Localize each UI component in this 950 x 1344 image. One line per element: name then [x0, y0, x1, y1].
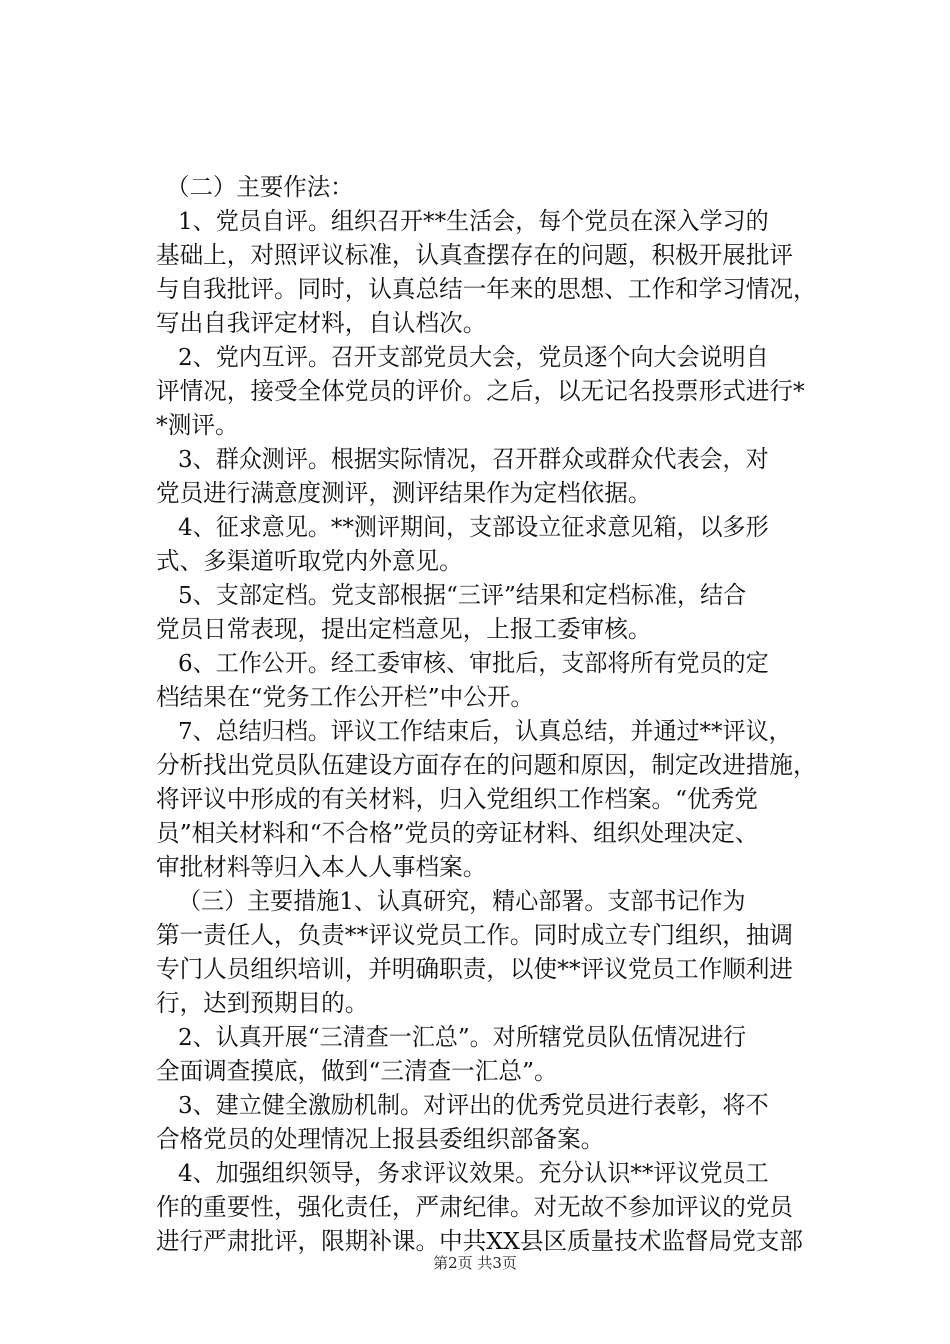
paragraph-line: 3、建立健全激励机制。对评出的优秀党员进行表彰，将不 [178, 1091, 769, 1119]
paragraph-line: *测评。 [156, 411, 239, 439]
paragraph-line: 式、多渠道听取党内外意见。 [156, 547, 463, 575]
paragraph-line: 档结果在“党务工作公开栏”中公开。 [156, 683, 535, 711]
paragraph-line: 合格党员的处理情况上报县委组织部备案。 [156, 1125, 605, 1153]
paragraph-line: 与自我批评。同时，认真总结一年来的思想、工作和学习情况， [156, 275, 817, 303]
paragraph-line: 基础上，对照评议标准，认真查摆存在的问题，积极开展批评 [156, 241, 794, 269]
paragraph-line: 第一责任人，负责**评议党员工作。同时成立专门组织，抽调 [156, 921, 794, 949]
paragraph-line: 评情况，接受全体党员的评价。之后，以无记名投票形式进行* [156, 377, 805, 405]
section-heading-measures: （三）主要措施1、认真研究，精心部署。支部书记作为 [178, 887, 746, 915]
paragraph-line: 党员日常表现，提出定档意见，上报工委审核。 [156, 615, 652, 643]
paragraph-line: 审批材料等归入本人人事档案。 [156, 853, 487, 881]
section-heading-methods: （二）主要作法： [166, 173, 354, 201]
paragraph-line: 党员进行满意度测评，测评结果作为定档依据。 [156, 479, 652, 507]
paragraph-line: 员”相关材料和“不合格”党员的旁证材料、组织处理决定、 [156, 819, 759, 847]
paragraph-line: 写出自我评定材料，自认档次。 [156, 309, 487, 337]
paragraph-line: 4、征求意见。**测评期间，支部设立征求意见箱，以多形 [178, 513, 769, 541]
paragraph-line: 全面调查摸底，做到“三清查一汇总”。 [156, 1057, 558, 1085]
paragraph-line: 将评议中形成的有关材料，归入党组织工作档案。“优秀党 [156, 785, 758, 813]
paragraph-line: 6、工作公开。经工委审核、审批后，支部将所有党员的定 [178, 649, 769, 677]
paragraph-line: 行，达到预期目的。 [156, 989, 369, 1017]
page-footer: 第2页 共3页 [433, 1254, 517, 1272]
paragraph-line: 进行严肃批评，限期补课。中共XX县区质量技术监督局党支部 [156, 1227, 804, 1255]
paragraph-line: 7、总结归档。评议工作结束后，认真总结，并通过**评议， [178, 717, 792, 745]
paragraph-line: 专门人员组织培训，并明确职责，以使**评议党员工作顺利进 [156, 955, 794, 983]
paragraph-line: 作的重要性，强化责任，严肃纪律。对无故不参加评议的党员 [156, 1193, 794, 1221]
paragraph-line: 1、党员自评。组织召开**生活会，每个党员在深入学习的 [178, 207, 769, 235]
paragraph-line: 分析找出党员队伍建设方面存在的问题和原因，制定改进措施， [156, 751, 817, 779]
paragraph-line: 2、认真开展“三清查一汇总”。对所辖党员队伍情况进行 [178, 1023, 747, 1051]
paragraph-line: 5、支部定档。党支部根据“三评”结果和定档标准，结合 [178, 581, 747, 609]
paragraph-line: 2、党内互评。召开支部党员大会，党员逐个向大会说明自 [178, 343, 769, 371]
paragraph-line: 4、加强组织领导，务求评议效果。充分认识**评议党员工 [178, 1159, 769, 1187]
paragraph-line: 3、群众测评。根据实际情况，召开群众或群众代表会，对 [178, 445, 769, 473]
